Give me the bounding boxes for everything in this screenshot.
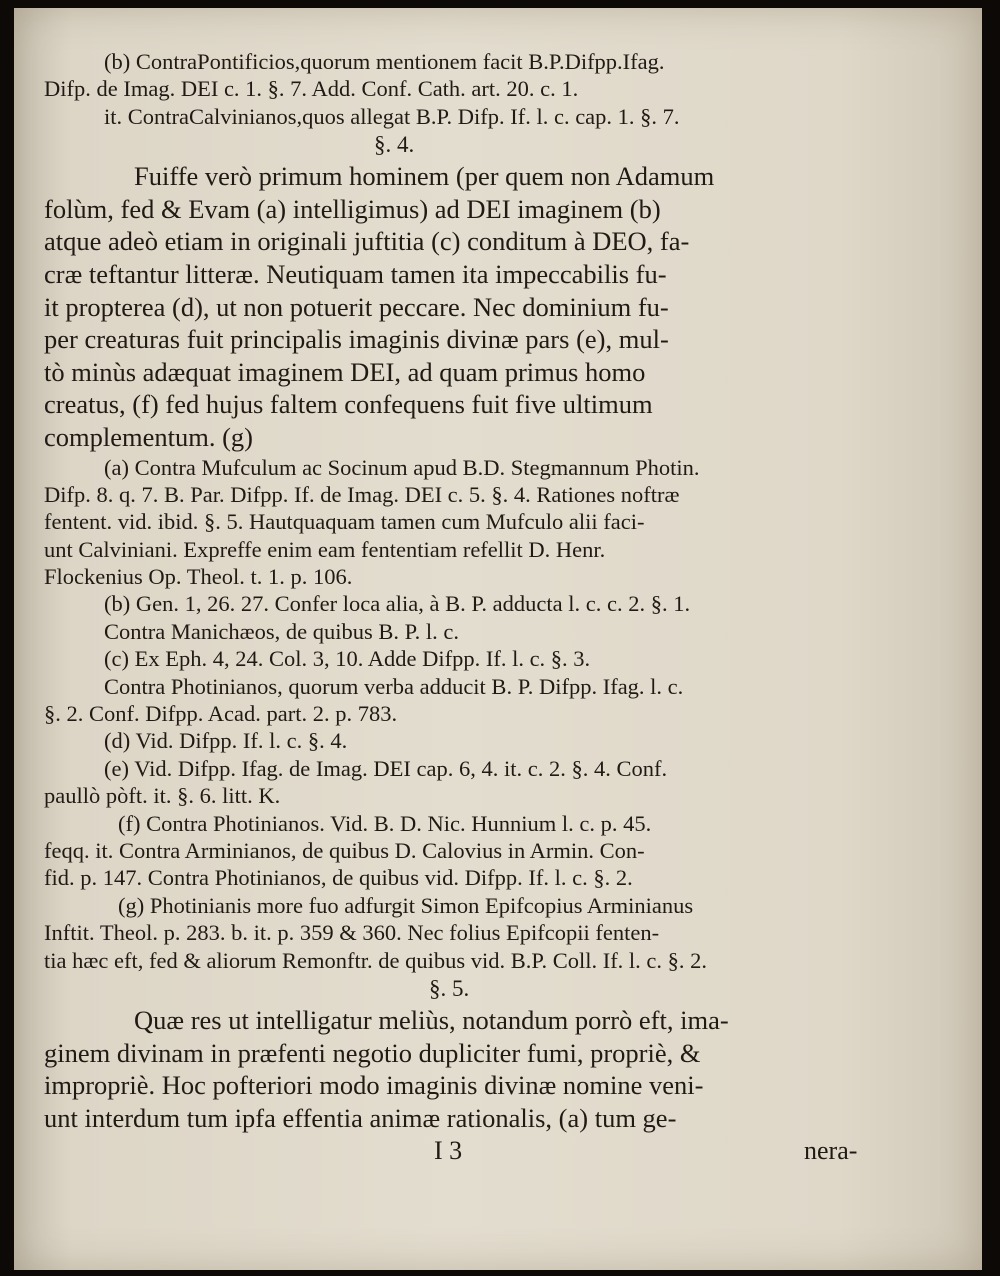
book-page xyxy=(14,8,982,1270)
footnote-line: feqq. it. Contra Arminianos, de quibus D. Calovius in Armin. Con- xyxy=(44,837,645,863)
footnote-line: §. 2. Conf. Difpp. Acad. part. 2. p. 783. xyxy=(44,701,398,727)
footnote-line: fid. p. 147. Contra Photinianos, de quibus vid. Difpp. If. l. c. §. 2. xyxy=(44,865,633,891)
body-line: unt interdum tum ipfa effentia animæ rationalis, (a) tum ge- xyxy=(44,1102,677,1133)
body-line: cræ teftantur litteræ. Neutiquam tamen ita impeccabilis fu- xyxy=(44,258,667,289)
footnote-b-line-1: (b) ContraPontificios,quorum mentionem facit B.P.Difpp.Ifag. xyxy=(104,49,665,74)
footnote-line: Contra Manichæos, de quibus B. P. l. c. xyxy=(104,618,459,644)
footnote-line: Inftit. Theol. p. 283. b. it. p. 359 & 360. Nec folius Epifcopii fenten- xyxy=(44,920,660,946)
page-text xyxy=(44,48,858,1168)
footnote-line: (c) Ex Eph. 4, 24. Col. 3, 10. Adde Difpp. If. l. c. §. 3. xyxy=(104,646,591,672)
signature-mark: I 3 xyxy=(434,1136,463,1166)
footnote-line: Difp. 8. q. 7. B. Par. Difpp. If. de Imag. DEI c. 5. §. 4. Rationes noftræ xyxy=(44,481,680,507)
footnote-line: unt Calviniani. Expreffe enim eam fententiam refellit D. Henr. xyxy=(44,536,606,562)
body-line: it propterea (d), ut non potuerit peccare. Nec dominium fu- xyxy=(44,291,669,322)
body-line: Fuiffe verò primum hominem (per quem non Adamum xyxy=(134,161,715,192)
section-heading-5: §. 5. xyxy=(429,975,470,1001)
body-line: Quæ res ut intelligatur meliùs, notandum porrò eft, ima- xyxy=(134,1004,729,1035)
footnote-b-line-2: Difp. de Imag. DEI c. 1. §. 7. Add. Conf. Cath. art. 20. c. 1. xyxy=(44,76,579,102)
footnote-line: Flockenius Op. Theol. t. 1. p. 106. xyxy=(44,564,353,590)
body-line: folùm, fed & Evam (a) intelligimus) ad DEI imaginem (b) xyxy=(44,193,661,224)
body-line: creatus, (f) fed hujus faltem confequens fuit five ultimum xyxy=(44,389,653,420)
footnote-line: (a) Contra Mufculum ac Socinum apud B.D. Stegmannum Photin. xyxy=(104,454,700,480)
footnote-line: paullò pòft. it. §. 6. litt. K. xyxy=(44,783,281,809)
body-line: per creaturas fuit principalis imaginis divinæ pars (e), mul- xyxy=(44,324,669,355)
footnote-line: tia hæc eft, fed & aliorum Remonftr. de quibus vid. B.P. Coll. If. l. c. §. 2. xyxy=(44,947,708,973)
body-line: tò minùs adæquat imaginem DEI, ad quam primus homo xyxy=(44,356,646,387)
footnote-line: fentent. vid. ibid. §. 5. Hautquaquam tamen cum Mufculo alii faci- xyxy=(44,509,645,535)
body-line: impropriè. Hoc pofteriori modo imaginis divinæ nomine veni- xyxy=(44,1070,704,1101)
footnote-line: (f) Contra Photinianos. Vid. B. D. Nic. Hunnium l. c. p. 45. xyxy=(118,810,652,836)
footnote-line: (e) Vid. Difpp. Ifag. de Imag. DEI cap. 6, 4. it. c. 2. §. 4. Conf. xyxy=(104,755,668,781)
footnote-line: Contra Photinianos, quorum verba adducit B. P. Difpp. Ifag. l. c. xyxy=(104,673,684,699)
footnote-line: (b) Gen. 1, 26. 27. Confer loca alia, à B. P. adducta l. c. c. 2. §. 1. xyxy=(104,591,691,617)
footnote-line: (d) Vid. Difpp. If. l. c. §. 4. xyxy=(104,728,348,754)
body-line: complementum. (g) xyxy=(44,421,253,452)
body-line: ginem divinam in præfenti negotio dupliciter fumi, propriè, & xyxy=(44,1037,701,1068)
body-line: atque adeò etiam in originali juftitia (c) conditum à DEO, fa- xyxy=(44,226,690,257)
footnote-b-line-3: it. ContraCalvinianos,quos allegat B.P. Difp. If. l. c. cap. 1. §. 7. xyxy=(104,103,680,129)
catchword: nera- xyxy=(804,1136,858,1166)
page-footer xyxy=(44,1134,858,1168)
section-heading-4: §. 4. xyxy=(374,132,415,158)
footnote-line: (g) Photinianis more fuo adfurgit Simon Epifcopius Arminianus xyxy=(118,892,694,918)
